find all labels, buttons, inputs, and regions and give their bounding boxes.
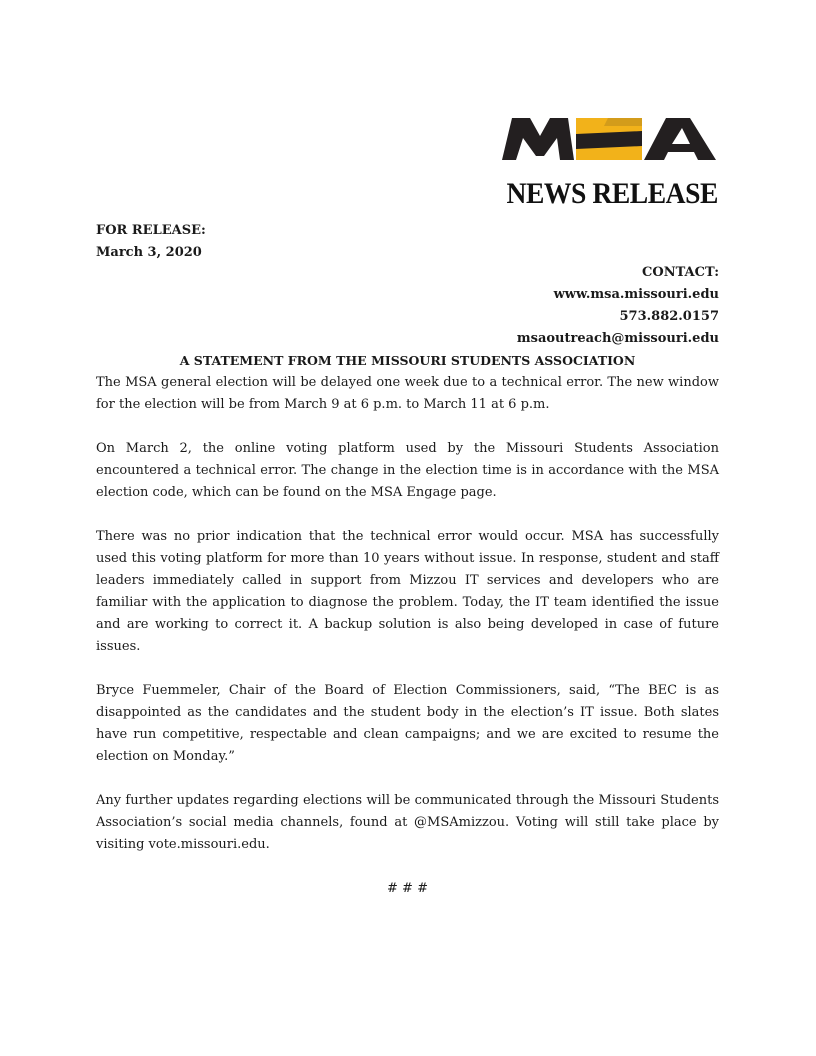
contact-label: CONTACT: [642, 265, 719, 280]
msa-logo [500, 116, 720, 162]
statement-title: A STATEMENT FROM THE MISSOURI STUDENTS ASSOCIATION [179, 353, 636, 368]
body-paragraph: There was no prior indication that the technical error would occur. MSA has successfully used this voting platform for more than 10 years without issue. In response, student and staff leaders immediately called in support from Mizzou IT services and developers who are familiar with the application to diagnose the problem. Today, the IT team identified the issue and are working to correct it. A backup solution is also being developed in case of future issues. [96, 529, 719, 654]
contact-email[interactable]: msaoutreach@missouri.edu [516, 331, 719, 346]
release-block [96, 220, 206, 264]
body-paragraph: Any further updates regarding elections will be communicated through the Missouri Students Association’s social media channels, found at @MSAmizzou. Voting will still take place by visiting vote.missouri.edu. [96, 793, 719, 852]
release-label: FOR RELEASE: [96, 223, 206, 238]
contact-website[interactable]: www.msa.missouri.edu [553, 287, 719, 302]
logo-letter-m [502, 118, 574, 160]
page-title: NEWS RELEASE [506, 177, 718, 210]
contact-phone: 573.882.0157 [619, 309, 719, 324]
body-paragraph: On March 2, the online voting platform used by the Missouri Students Association encountered a technical error. The change in the election time is in accordance with the MSA election code, which can be found on the MSA Engage page. [96, 441, 719, 500]
body-paragraph: Bryce Fuemmeler, Chair of the Board of Election Commissioners, said, “The BEC is as disappointed as the candidates and the student body in the election’s IT issue. Both slates have run competitive, respectable and clean campaigns; and we are excited to resume the election on Monday.” [96, 683, 719, 764]
release-body [96, 372, 719, 878]
release-date: March 3, 2020 [96, 245, 202, 260]
body-paragraph: The MSA general election will be delayed one week due to a technical error. The new window for the election will be from March 9 at 6 p.m. to March 11 at 6 p.m. [96, 375, 719, 412]
contact-block [517, 262, 719, 350]
end-mark: # # # [387, 881, 428, 896]
